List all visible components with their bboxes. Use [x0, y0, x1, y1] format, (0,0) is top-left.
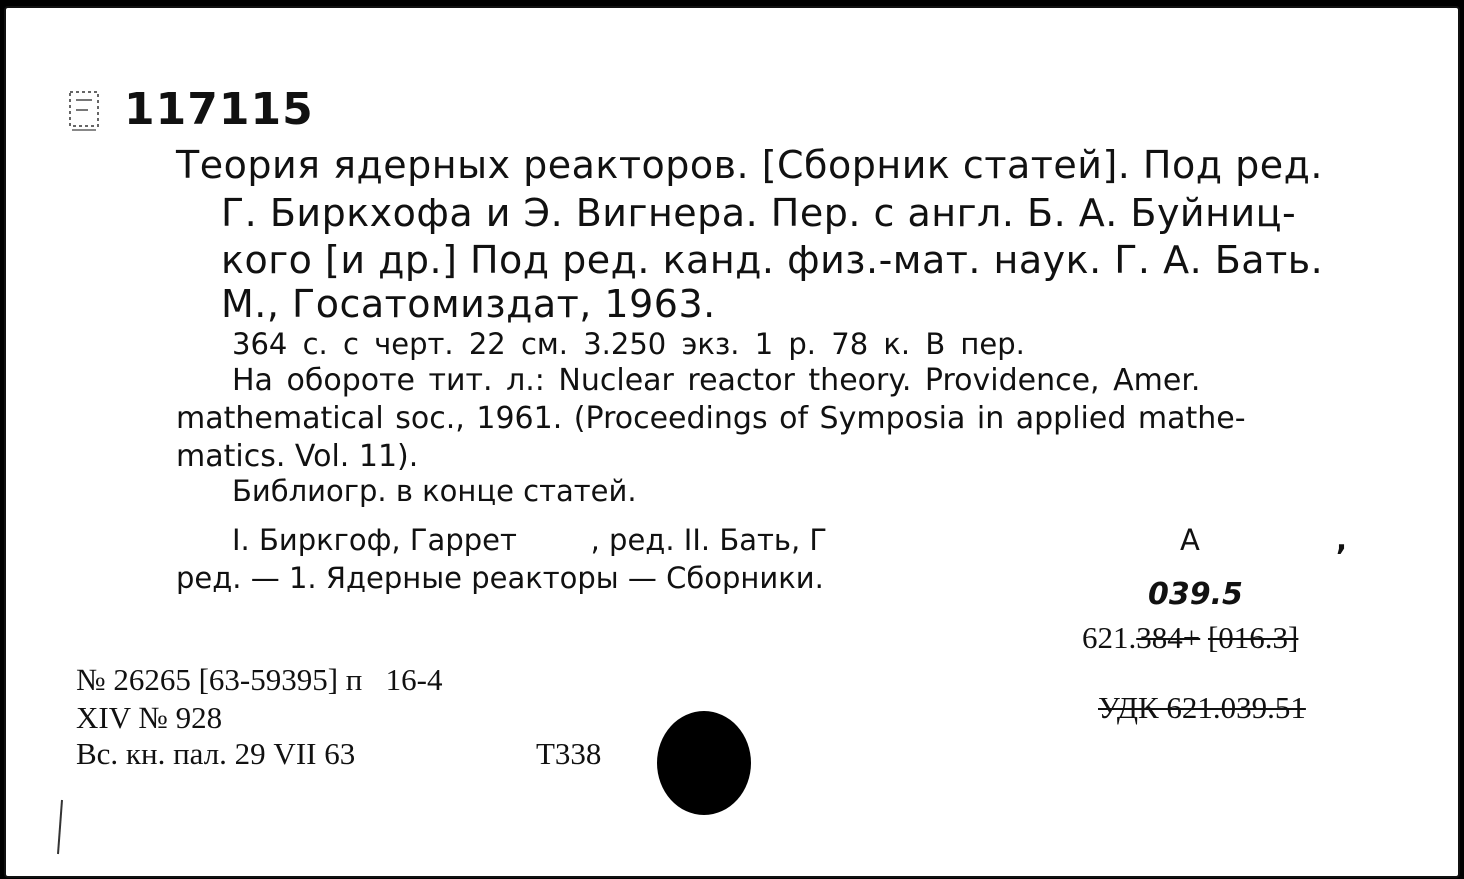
registry-date: Вс. кн. пал. 29 VII 63 — [76, 736, 356, 771]
bibliography-note: Библиогр. в конце статей. — [232, 474, 637, 508]
catalog-number: № 26265 [63-59395] п 16-4 — [76, 662, 443, 697]
title-line-1: Теория ядерных реакторов. [Сборник статей]. Под ред. — [176, 143, 1323, 187]
pencil-mark-icon — [54, 798, 66, 858]
class-number-bracket: [016.3] — [1207, 620, 1299, 655]
library-stamp-icon — [66, 86, 102, 134]
original-title-line-1: На обороте тит. л.: Nuclear reactor theory. Providence, Amer. — [232, 363, 1201, 398]
handwritten-classification: 039.5 — [1148, 577, 1243, 612]
series-number: XIV № 928 — [76, 700, 223, 735]
tracings-line-2: ред. — 1. Ядерные реакторы — Сборники. — [176, 561, 824, 595]
original-title-line-3: matics. Vol. 11). — [176, 439, 419, 474]
print-code: Т338 — [536, 736, 602, 771]
imprint-line: М., Госатомиздат, 1963. — [221, 282, 716, 326]
comma-mark: , — [1336, 523, 1348, 557]
udk-number: УДК 621.039.51 — [1098, 690, 1306, 725]
class-number-prefix: 621. — [1082, 620, 1137, 655]
catalog-card — [4, 6, 1460, 878]
original-title-line-2: mathematical soc., 1961. (Proceedings of Symposia in applied mathe- — [176, 401, 1246, 436]
class-number — [1082, 622, 1298, 653]
class-number-struck: 384+ — [1136, 620, 1201, 655]
punch-hole — [657, 711, 751, 815]
tracings-line-1: I. Биркгоф, Гаррет , ред. II. Бать, Г — [232, 523, 828, 557]
collation-line: 364 с. с черт. 22 см. 3.250 экз. 1 р. 78 к. В пер. — [232, 327, 1025, 361]
accession-number: 117115 — [124, 84, 314, 135]
title-line-2: Г. Биркхофа и Э. Вигнера. Пер. с англ. Б. А. Буйниц- — [221, 191, 1297, 235]
shelf-letter: А — [1180, 523, 1200, 557]
title-line-3: кого [и др.] Под ред. канд. физ.-мат. наук. Г. А. Бать. — [221, 238, 1324, 282]
